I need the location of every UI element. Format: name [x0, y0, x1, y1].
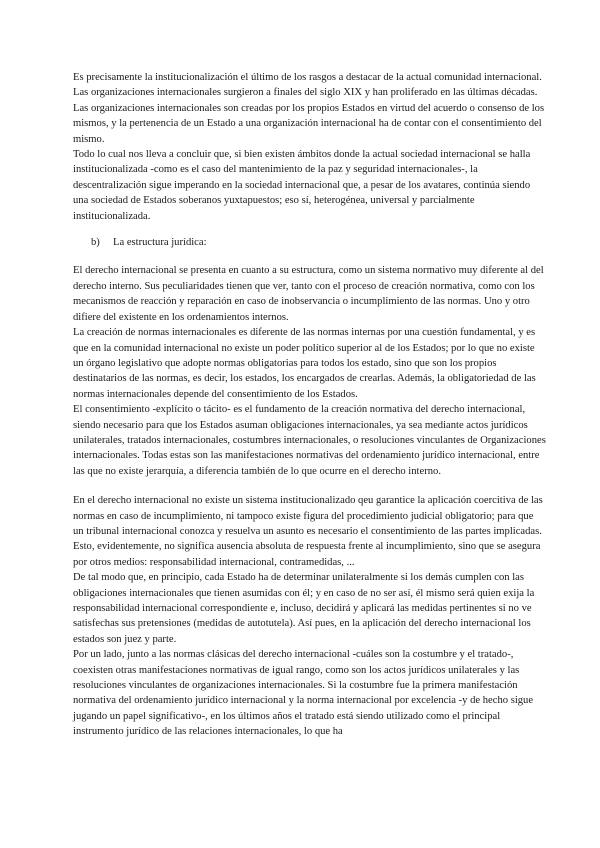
list-marker: b) [91, 237, 100, 249]
section-heading [91, 235, 546, 250]
paragraph: Por un lado, junto a las normas clásicas del derecho internacional -cuáles son la costumbre y el tratado-, coexisten otras manifestaciones normativas de igual rango, como son los actos jurídicos unilaterales y las resoluciones vinculantes de organizaciones internacionales. Si la costumbre fue la primera manifestación normativa del ordenamiento jurídico internacional y la norma internacional por excelencia -y de hecho sigue jugando un papel significativo-, en los últimos años el tratado está siendo utilizado como el principal instrumento jurídico de las relaciones internacionales, lo que ha [73, 649, 534, 738]
paragraph-gap [73, 479, 546, 493]
section-heading-text: La estructura jurídica: [113, 237, 207, 249]
paragraph: La creación de normas internacionales es diferente de las normas internas por una cuestión fundamental, y es que en la comunidad internacional no existe un poder político superior al de los Estados; por lo que no existe un órgano legislativo que adopte normas obligatorias para todos los estado, sino que son los propios destinatarios de las normas, es decir, los estados, los encargados de crearlas. Además, la obligatoriedad de las normas internacionales depende del consentimiento de los Estados. [73, 327, 536, 400]
paragraph: De tal modo que, en principio, cada Estado ha de determinar unilateralmente si los demás cumplen con las obligaciones internacionales que tienen asumidas con él; y en caso de no ser así, él mismo será quien exija la responsabilidad internacional correspondiente e, incluso, decidirá y aplicará las medidas pertinentes si no ve satisfechas sus pretensiones (medidas de autotutela). Así pues, en la aplicación del derecho internacional los estados son juez y parte. [73, 572, 535, 645]
paragraph: Todo lo cual nos lleva a concluir que, si bien existen ámbitos donde la actual sociedad internacional se halla institucionalizada -como es el caso del mantenimiento de la paz y seguridad internacionales-, la descentralización sigue imperando en la sociedad internacional que, a pesar de los avatares, continúa siendo una sociedad de Estados soberanos yuxtapuestos; eso sí, heterogénea, universal y parcialmente institucionalizada. [73, 149, 531, 222]
paragraph: El derecho internacional se presenta en cuanto a su estructura, como un sistema normativo muy diferente al del derecho interno. Sus peculiaridades tienen que ver, tanto con el proceso de creación normativa, como con los mecanismos de reacción y reparación en caso de inobservancia o incumplimiento de las normas. Uno y otro difiere del existente en los ordenamientos internos. [73, 265, 544, 323]
paragraph: Es precisamente la institucionalización el último de los rasgos a destacar de la actual comunidad internacional. Las organizaciones internacionales surgieron a finales del siglo XIX y han proliferado en las últimas décadas. [73, 72, 542, 99]
paragraph: Las organizaciones internacionales son creadas por los propios Estados en virtud del acuerdo o consenso de los mismos, y la pertenencia de un Estado a una organización internacional ha de contar con el consentimiento del mismo. [73, 102, 545, 145]
paragraph: En el derecho internacional no existe un sistema institucionalizado qeu garantice la aplicación coercitiva de las normas en caso de incumplimiento, ni tampoco existe figura del procedimiento judicial obligatorio; para que un tribunal internacional conozca y resuelva un asunto es necesario el consentimiento de las partes implicadas. Esto, evidentemente, no significa ausencia absoluta de respuesta frente al incumplimiento, sino que se asegura por otros medios: responsabilidad internacional, contramedidas, ... [73, 495, 543, 568]
paragraph: El consentimiento -explícito o tácito- es el fundamento de la creación normativa del derecho internacional, siendo necesario para que los Estados asuman obligaciones internacionales, ya sea mediante actos jurídicos unilaterales, tratados internacionales, costumbres internacionales, o resoluciones vinculantes de Organizaciones internacionales. Todas estas son las manifestaciones normativas del ordenamiento jurídico internacional, entre las que no existe jerarquía, a diferencia también de lo que ocurre en el derecho interno. [73, 404, 546, 477]
